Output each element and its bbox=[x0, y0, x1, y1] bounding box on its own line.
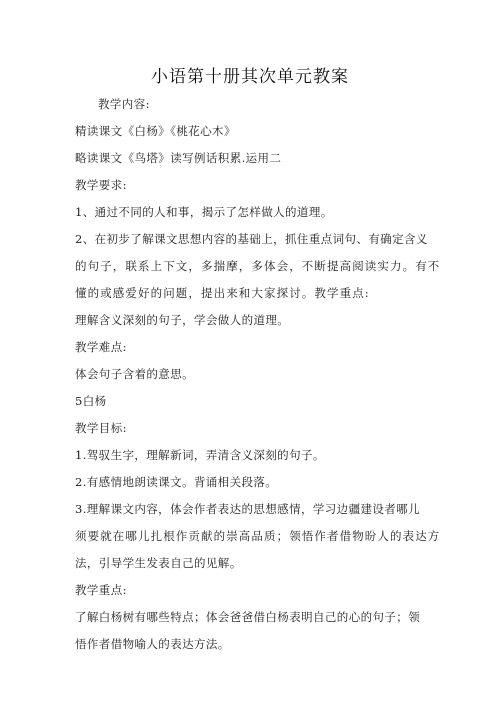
text-line-skim-reading: 略读课文《鸟塔》读写例话积累.运用二 bbox=[75, 151, 282, 165]
text-line-objective-3: 3.理解课文内容，体会作者表达的思想感情，学习边疆建设者哪儿 bbox=[75, 502, 420, 516]
text-line-difficulty: 体会句子含着的意思。 bbox=[75, 367, 194, 381]
text-line-objectives-heading: 教学目标: bbox=[75, 421, 127, 435]
text-line-difficulty-heading: 教学难点: bbox=[75, 340, 127, 354]
text-line-intensive-reading: 精读课文《白杨》《桃花心木》 bbox=[75, 124, 236, 138]
text-line-objective-1: 1.驾驭生字，理解新词，弄清含义深刻的句子。 bbox=[75, 448, 325, 462]
document-title: 小语第十册其次单元教案 bbox=[151, 67, 349, 87]
text-line-key-points-heading: 教学重点: bbox=[75, 583, 127, 597]
text-line-key-points-end: 悟作者借物喻人的表达方法。 bbox=[75, 637, 230, 651]
text-line-requirement-2: 2、在初步了解课文思想内容的基础上，抓住重点词句、有确定含义 bbox=[75, 232, 428, 246]
text-line-objective-3-cont: 须要就在哪儿扎根作贡献的崇高品质；领悟作者借物昐人的表达方 bbox=[75, 529, 441, 543]
text-line-teaching-content: 教学内容: bbox=[98, 97, 150, 111]
lesson-heading: 5白杨 bbox=[75, 394, 107, 408]
text-line-teaching-requirements: 教学要求: bbox=[75, 178, 127, 192]
text-line-objective-2: 2.有感情地朗读课文。背诵相关段落。 bbox=[75, 475, 278, 489]
text-line-key-points: 了解白杨树有哪些特点；体会爸爸借白杨表明自己的心的句子；领 bbox=[75, 610, 421, 624]
text-line-requirement-2-end: 懂的或感爱好的问题，提出来和大家探讨。教学重点: bbox=[75, 286, 370, 300]
text-line-requirement-2-cont: 的句子，联系上下文，多揣摩，多体会，不断提高阅读实力。有不 bbox=[75, 259, 441, 273]
text-line-objective-3-end: 法，引导学生发表自己的见解。 bbox=[75, 556, 242, 570]
text-line-key-point: 理解含义深刻的句子，学会做人的道理。 bbox=[75, 313, 290, 327]
text-line-requirement-1: 1、通过不同的人和事，揭示了怎样做人的道理。 bbox=[75, 205, 333, 219]
